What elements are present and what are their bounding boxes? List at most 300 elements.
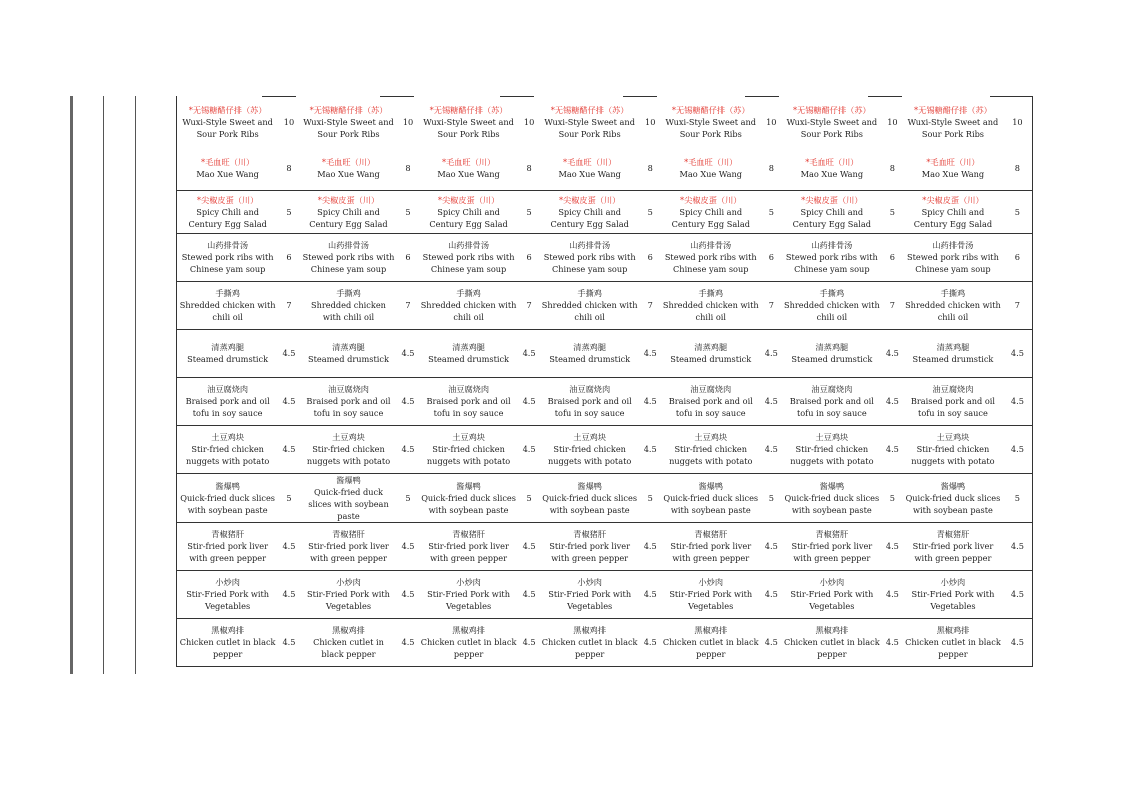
dish-name-cn: 黑椒鸡排: [694, 625, 728, 635]
dish-name-cn: 黑椒鸡排: [936, 625, 970, 635]
dish-name-cn: *无锡糖醋仔排（苏）: [914, 104, 992, 115]
dish-cell: [419, 522, 519, 570]
dish-name-cn: 手撕鸡: [456, 288, 481, 298]
dish-name-en: Spicy Chili and Century Egg Salad: [188, 206, 267, 229]
dish-cell: [300, 96, 398, 147]
dish-name-en: Shredded chicken with chili oil: [905, 300, 1001, 322]
dish-cell: [782, 473, 882, 522]
dish-name-cn: 酱爆鸭: [940, 480, 966, 491]
dish-price: 6: [278, 233, 299, 281]
dish-price: 10: [645, 116, 656, 127]
dish-price: 4.5: [397, 570, 418, 618]
dish-price: 4.5: [882, 329, 903, 377]
dish-name-cn: 土豆鸡块: [573, 432, 607, 442]
dish-name-en: Shredded chicken with chili oil: [420, 300, 517, 322]
dish-name-en: Spicy Chili and Century Egg Salad: [429, 206, 508, 229]
dish-name-en: Steamed drumstick: [428, 354, 510, 364]
dish-name-en: Stir-Fried Pork with Vegetables: [186, 589, 270, 611]
dish-price: 7: [518, 281, 539, 329]
dish-price: 4.5: [1003, 522, 1033, 570]
dish-cell: [177, 522, 279, 570]
menu-row: [177, 425, 1033, 473]
dish-cell: [903, 147, 1003, 190]
dish-name-en: Braised pork and oil tofu in soy sauce: [668, 396, 753, 418]
dish-price: 4.5: [278, 570, 299, 618]
dish-cell: [661, 190, 761, 233]
dish-name-cn: *毛血旺（川）: [563, 157, 617, 168]
dish-name-cn: 山药排骨汤: [690, 240, 732, 250]
dish-price: 4.5: [397, 329, 418, 377]
dish-cell: [540, 96, 640, 147]
dish-cell: [300, 618, 398, 666]
dish-cell: [300, 190, 398, 233]
menu-row: [177, 570, 1033, 618]
dish-price: 10: [283, 116, 295, 127]
dish-name-cn: 酱爆鸭: [336, 474, 361, 485]
menu-row: [177, 618, 1033, 666]
dish-name-en: Chicken cutlet in black pepper: [662, 637, 759, 659]
dish-name-cn: *尖椒皮蛋（川）: [437, 194, 500, 205]
dish-name-en: Mao Xue Wang: [437, 169, 500, 180]
dish-cell: [300, 425, 398, 473]
dish-cell: [419, 147, 519, 190]
dish-name-cn: *尖椒皮蛋（川）: [558, 194, 621, 205]
dish-name-en: Chicken cutlet in black pepper: [420, 637, 517, 659]
dish-cell: [177, 618, 279, 666]
dish-name-cn: 酱爆鸭: [698, 480, 724, 491]
dish-cell: [903, 96, 1003, 147]
dish-price: 10: [1003, 96, 1033, 147]
dish-name-cn: *毛血旺（川）: [201, 157, 255, 168]
dish-name-cn: 清蒸鸡腿: [936, 342, 970, 352]
dish-price: 4.5: [518, 425, 539, 473]
dish-price: 6: [397, 233, 418, 281]
dish-cell: [540, 190, 640, 233]
dish-name-en: Spicy Chili and Century Egg Salad: [792, 206, 872, 229]
dish-name-cn: 清蒸鸡腿: [452, 342, 485, 352]
dish-name-en: Chicken cutlet in black pepper: [541, 637, 638, 659]
dish-price: 4.5: [278, 522, 299, 570]
dish-cell: [540, 473, 640, 522]
dish-price: 10: [766, 116, 777, 127]
dish-name-cn: 山药排骨汤: [932, 240, 974, 250]
dish-price: 4.5: [1003, 329, 1033, 377]
dish-cell: [782, 281, 882, 329]
dish-name-en: Stewed pork ribs with Chinese yam soup: [907, 252, 999, 274]
dish-name-en: Chicken cutlet in black pepper: [783, 637, 880, 659]
dish-name-cn: 酱爆鸭: [819, 480, 845, 491]
dish-price: 7: [397, 281, 418, 329]
dish-price: 5: [1003, 190, 1033, 233]
menu-row: [177, 522, 1033, 570]
dish-name-cn: 土豆鸡块: [936, 432, 970, 442]
dish-price: 10: [402, 116, 414, 127]
dish-name-cn: *无锡糖醋仔排（苏）: [309, 104, 388, 115]
dish-name-cn: 手撕鸡: [940, 288, 966, 298]
dish-name-en: Quick-fried duck slices with soybean paste: [180, 492, 276, 515]
dish-name-en: Shredded chicken with chili oil: [541, 300, 638, 322]
dish-price: 5: [1003, 473, 1033, 522]
menu-row: [177, 147, 1033, 190]
dish-name-cn: 油豆腐烧肉: [690, 384, 732, 394]
dish-name-cn: 土豆鸡块: [694, 432, 728, 442]
dish-cell: [177, 96, 279, 147]
dish-cell: [540, 329, 640, 377]
dish-name-en: Stir-fried pork liver with green pepper: [549, 541, 631, 563]
dish-price: 5: [278, 473, 299, 522]
dish-cell: [540, 570, 640, 618]
dish-name-en: Stir-fried pork liver with green pepper: [428, 541, 509, 563]
dish-name-en: Quick-fried duck slices with soybean paste: [663, 492, 759, 515]
dish-cell: [782, 570, 882, 618]
dish-price: 4.5: [278, 329, 299, 377]
dish-name-cn: 手撕鸡: [336, 288, 361, 298]
dish-cell: [300, 147, 398, 190]
dish-cell: [540, 147, 640, 190]
dish-price: 4.5: [761, 522, 782, 570]
dish-name-en: Stir-Fried Pork with Vegetables: [548, 589, 632, 611]
dish-price: 4.5: [640, 570, 661, 618]
dish-name-en: Steamed drumstick: [670, 354, 752, 364]
dish-cell: [419, 425, 519, 473]
dish-name-cn: 土豆鸡块: [452, 432, 485, 442]
menu-row: [177, 329, 1033, 377]
dish-price: 6: [518, 233, 539, 281]
dish-price: 7: [882, 281, 903, 329]
dish-name-en: Stewed pork ribs with Chinese yam soup: [422, 252, 515, 274]
dish-name-en: Quick-fried duck slices with soybean paste: [308, 486, 389, 521]
margin-rule-right: [135, 96, 136, 674]
dish-cell: [903, 377, 1003, 425]
dish-name-en: Mao Xue Wang: [800, 169, 864, 180]
dish-cell: [419, 233, 519, 281]
dish-cell: [540, 618, 640, 666]
dish-cell: [419, 570, 519, 618]
dish-cell: [903, 233, 1003, 281]
dish-cell: [782, 190, 882, 233]
dish-name-cn: 酱爆鸭: [577, 480, 602, 491]
dish-price: 7: [1003, 281, 1033, 329]
dish-cell: [540, 233, 640, 281]
dish-name-en: Wuxi-Style Sweet and Sour Pork Ribs: [182, 116, 273, 139]
dish-cell: [661, 570, 761, 618]
dish-name-cn: 土豆鸡块: [332, 432, 365, 442]
dish-price: 4.5: [882, 522, 903, 570]
dish-name-cn: 小炒肉: [698, 577, 724, 587]
dish-price: 4.5: [278, 377, 299, 425]
dish-name-cn: 清蒸鸡腿: [815, 342, 849, 352]
dish-cell: [177, 425, 279, 473]
dish-cell: [903, 190, 1003, 233]
dish-price: 8: [768, 163, 774, 174]
dish-name-cn: 小炒肉: [577, 577, 602, 587]
dish-name-en: Stir-Fried Pork with Vegetables: [669, 589, 753, 611]
dish-name-en: Stir-fried chicken nuggets with potato: [306, 444, 391, 466]
dish-name-en: Wuxi-Style Sweet and Sour Pork Ribs: [423, 116, 514, 139]
dish-name-en: Wuxi-Style Sweet and Sour Pork Ribs: [786, 116, 878, 139]
dish-price: 4.5: [518, 329, 539, 377]
dish-price: 6: [640, 233, 661, 281]
dish-price: 4.5: [518, 522, 539, 570]
dish-cell: [419, 96, 519, 147]
dish-cell: [300, 377, 398, 425]
dish-name-en: Chicken cutlet in black pepper: [905, 637, 1001, 659]
dish-name-cn: 小炒肉: [940, 577, 966, 587]
dish-name-en: Braised pork and oil tofu in soy sauce: [185, 396, 270, 418]
dish-name-en: Steamed drumstick: [549, 354, 631, 364]
dish-name-en: Stir-fried chicken nuggets with potato: [790, 444, 874, 466]
dish-price: 5: [761, 473, 782, 522]
dish-cell: [661, 377, 761, 425]
dish-price: 8: [405, 163, 411, 174]
dish-name-en: Stir-Fried Pork with Vegetables: [911, 589, 995, 611]
dish-price: 4.5: [1003, 570, 1033, 618]
dish-price: 5: [882, 190, 903, 233]
dish-name-cn: *无锡糖醋仔排（苏）: [188, 104, 267, 115]
dish-name-cn: 山药排骨汤: [569, 240, 611, 250]
dish-price: 8: [286, 163, 292, 174]
dish-price: 4.5: [640, 329, 661, 377]
dish-name-cn: 手撕鸡: [819, 288, 845, 298]
dish-name-en: Steamed drumstick: [187, 354, 269, 364]
dish-price: 4.5: [1003, 425, 1033, 473]
dish-cell: [300, 473, 398, 522]
dish-name-en: Stewed pork ribs with Chinese yam soup: [785, 252, 878, 274]
dish-name-cn: 山药排骨汤: [328, 240, 369, 250]
dish-cell: [903, 522, 1003, 570]
dish-name-cn: 山药排骨汤: [448, 240, 490, 250]
dish-name-cn: *毛血旺（川）: [684, 157, 738, 168]
dish-price: 4.5: [640, 618, 661, 666]
margin-rule-middle: [103, 96, 104, 674]
dish-name-en: Braised pork and oil tofu in soy sauce: [910, 396, 996, 418]
dish-name-en: Stir-fried pork liver with green pepper: [308, 541, 389, 563]
dish-name-cn: 青椒猪肝: [694, 529, 728, 539]
dish-name-cn: 青椒猪肝: [211, 529, 245, 539]
dish-price: 4.5: [882, 425, 903, 473]
dish-price: 5: [518, 190, 539, 233]
menu-row: [177, 281, 1033, 329]
dish-cell: [782, 377, 882, 425]
dish-cell: [903, 281, 1003, 329]
dish-name-en: Mao Xue Wang: [558, 169, 621, 180]
dish-cell: [661, 618, 761, 666]
dish-name-cn: 小炒肉: [819, 577, 845, 587]
dish-name-cn: *毛血旺（川）: [926, 157, 980, 168]
dish-cell: [540, 522, 640, 570]
dish-name-cn: 黑椒鸡排: [452, 625, 485, 635]
dish-cell: [782, 96, 882, 147]
dish-name-cn: *尖椒皮蛋（川）: [317, 194, 380, 205]
dish-cell: [782, 618, 882, 666]
dish-price: 4.5: [518, 377, 539, 425]
menu-row: [177, 96, 1033, 147]
dish-name-en: Steamed drumstick: [308, 354, 389, 364]
dish-cell: [177, 281, 279, 329]
dish-price: 5: [518, 473, 539, 522]
dish-name-en: Mao Xue Wang: [196, 169, 259, 180]
dish-price: 8: [889, 163, 895, 174]
dish-name-cn: *无锡糖醋仔排（苏）: [792, 104, 871, 115]
dish-name-en: Braised pork and oil tofu in soy sauce: [547, 396, 632, 418]
dish-name-en: Mao Xue Wang: [921, 169, 985, 180]
dish-cell: [661, 329, 761, 377]
dish-name-cn: 青椒猪肝: [936, 529, 970, 539]
dish-name-en: Stir-fried pork liver with green pepper: [670, 541, 752, 563]
dish-cell: [661, 281, 761, 329]
dish-name-en: Stir-fried chicken nuggets with potato: [426, 444, 511, 466]
dish-name-en: Stir-fried chicken nuggets with potato: [911, 444, 995, 466]
dish-cell: [177, 147, 279, 190]
menu-row: [177, 377, 1033, 425]
dish-name-en: Stir-Fried Pork with Vegetables: [307, 589, 390, 611]
dish-name-en: Steamed drumstick: [912, 354, 994, 364]
dish-price: 7: [278, 281, 299, 329]
dish-name-en: Stewed pork ribs with Chinese yam soup: [181, 252, 274, 274]
dish-price: 8: [1003, 147, 1033, 190]
dish-name-cn: 土豆鸡块: [815, 432, 849, 442]
dish-price: 5: [278, 190, 299, 233]
dish-name-cn: 油豆腐烧肉: [811, 384, 853, 394]
dish-price: 4.5: [761, 618, 782, 666]
dish-name-cn: 黑椒鸡排: [815, 625, 849, 635]
dish-name-en: Stir-fried pork liver with green pepper: [791, 541, 873, 563]
dish-price: 5: [761, 190, 782, 233]
dish-cell: [903, 473, 1003, 522]
dish-name-cn: 黑椒鸡排: [573, 625, 607, 635]
dish-cell: [300, 233, 398, 281]
dish-cell: [419, 377, 519, 425]
menu-row: [177, 473, 1033, 522]
dish-name-cn: 清蒸鸡腿: [332, 342, 365, 352]
dish-price: 4.5: [278, 425, 299, 473]
dish-name-cn: *尖椒皮蛋（川）: [922, 194, 984, 205]
dish-cell: [782, 522, 882, 570]
menu-row: [177, 190, 1033, 233]
dish-cell: [300, 281, 398, 329]
menu-row: [177, 233, 1033, 281]
dish-price: 6: [882, 233, 903, 281]
dish-name-en: Shredded chicken with chili oil: [662, 300, 759, 322]
dish-name-cn: 小炒肉: [215, 577, 240, 587]
dish-name-en: Chicken cutlet in black pepper: [179, 637, 276, 659]
dish-cell: [903, 570, 1003, 618]
dish-name-en: Spicy Chili and Century Egg Salad: [671, 206, 750, 229]
dish-cell: [782, 147, 882, 190]
dish-cell: [903, 618, 1003, 666]
dish-name-en: Spicy Chili and Century Egg Salad: [550, 206, 629, 229]
dish-cell: [540, 425, 640, 473]
dish-price: 8: [526, 163, 532, 174]
dish-name-cn: 手撕鸡: [215, 288, 240, 298]
margin-rule-left: [70, 96, 73, 674]
dish-name-cn: 手撕鸡: [577, 288, 602, 298]
dish-cell: [419, 473, 519, 522]
dish-name-cn: 清蒸鸡腿: [694, 342, 728, 352]
dish-price: 5: [397, 190, 418, 233]
dish-cell: [903, 425, 1003, 473]
dish-price: 4.5: [761, 570, 782, 618]
dish-price: 4.5: [640, 522, 661, 570]
dish-cell: [300, 329, 398, 377]
dish-name-en: Chicken cutlet in black pepper: [313, 637, 384, 659]
dish-price: 4.5: [882, 618, 903, 666]
dish-name-cn: *尖椒皮蛋（川）: [801, 194, 863, 205]
dish-price: 6: [761, 233, 782, 281]
dish-name-en: Spicy Chili and Century Egg Salad: [913, 206, 993, 229]
dish-cell: [661, 147, 761, 190]
dish-cell: [177, 233, 279, 281]
dish-name-en: Mao Xue Wang: [679, 169, 742, 180]
dish-name-cn: *无锡糖醋仔排（苏）: [429, 104, 508, 115]
dish-name-en: Shredded chicken with chili oil: [179, 300, 276, 322]
dish-price: 4.5: [397, 522, 418, 570]
dish-price: 7: [640, 281, 661, 329]
dish-cell: [661, 473, 761, 522]
dish-price: 4.5: [882, 570, 903, 618]
dish-name-en: Mao Xue Wang: [317, 169, 380, 180]
dish-name-cn: *无锡糖醋仔排（苏）: [671, 104, 750, 115]
dish-price: 6: [1003, 233, 1033, 281]
dish-price: 4.5: [761, 425, 782, 473]
dish-price: 7: [761, 281, 782, 329]
dish-name-en: Braised pork and oil tofu in soy sauce: [426, 396, 511, 418]
dish-price: 4.5: [761, 329, 782, 377]
dish-price: 4.5: [761, 377, 782, 425]
dish-cell: [300, 522, 398, 570]
dish-name-en: Spicy Chili and Century Egg Salad: [309, 206, 388, 229]
dish-name-en: Stir-fried chicken nuggets with potato: [548, 444, 632, 466]
dish-price: 4.5: [640, 425, 661, 473]
dish-name-cn: 青椒猪肝: [815, 529, 849, 539]
dish-cell: [419, 329, 519, 377]
dish-name-en: Shredded chicken with chili oil: [311, 300, 386, 322]
dish-price: 4.5: [278, 618, 299, 666]
dish-cell: [540, 377, 640, 425]
dish-name-en: Braised pork and oil tofu in soy sauce: [789, 396, 874, 418]
dish-name-en: Stir-fried pork liver with green pepper: [912, 541, 994, 563]
dish-name-cn: 小炒肉: [456, 577, 481, 587]
dish-cell: [419, 190, 519, 233]
dish-name-en: Quick-fried duck slices with soybean paste: [421, 492, 516, 515]
dish-name-en: Wuxi-Style Sweet and Sour Pork Ribs: [544, 116, 635, 139]
dish-price: 4.5: [518, 618, 539, 666]
dish-price: 4.5: [1003, 618, 1033, 666]
dish-cell: [661, 96, 761, 147]
dish-name-cn: *毛血旺（川）: [805, 157, 859, 168]
dish-name-cn: 手撕鸡: [698, 288, 724, 298]
dish-cell: [661, 233, 761, 281]
dish-name-cn: 土豆鸡块: [211, 432, 245, 442]
dish-cell: [540, 281, 640, 329]
dish-price: 5: [397, 473, 418, 522]
dish-name-cn: *毛血旺（川）: [321, 157, 376, 168]
dish-name-en: Stir-fried pork liver with green pepper: [187, 541, 268, 563]
dish-cell: [177, 473, 279, 522]
dish-name-cn: 油豆腐烧肉: [932, 384, 974, 394]
dish-name-cn: 酱爆鸭: [456, 480, 481, 491]
dish-name-en: Wuxi-Style Sweet and Sour Pork Ribs: [303, 116, 394, 139]
dish-price: 4.5: [397, 377, 418, 425]
weekly-menu-table: [176, 96, 1033, 667]
dish-name-cn: 清蒸鸡腿: [573, 342, 607, 352]
dish-name-cn: *无锡糖醋仔排（苏）: [550, 104, 629, 115]
dish-name-cn: 山药排骨汤: [811, 240, 853, 250]
dish-name-en: Stewed pork ribs with Chinese yam soup: [302, 252, 395, 274]
dish-name-en: Quick-fried duck slices with soybean paste: [542, 492, 638, 515]
dish-price: 5: [640, 190, 661, 233]
dish-name-cn: 酱爆鸭: [215, 480, 240, 491]
